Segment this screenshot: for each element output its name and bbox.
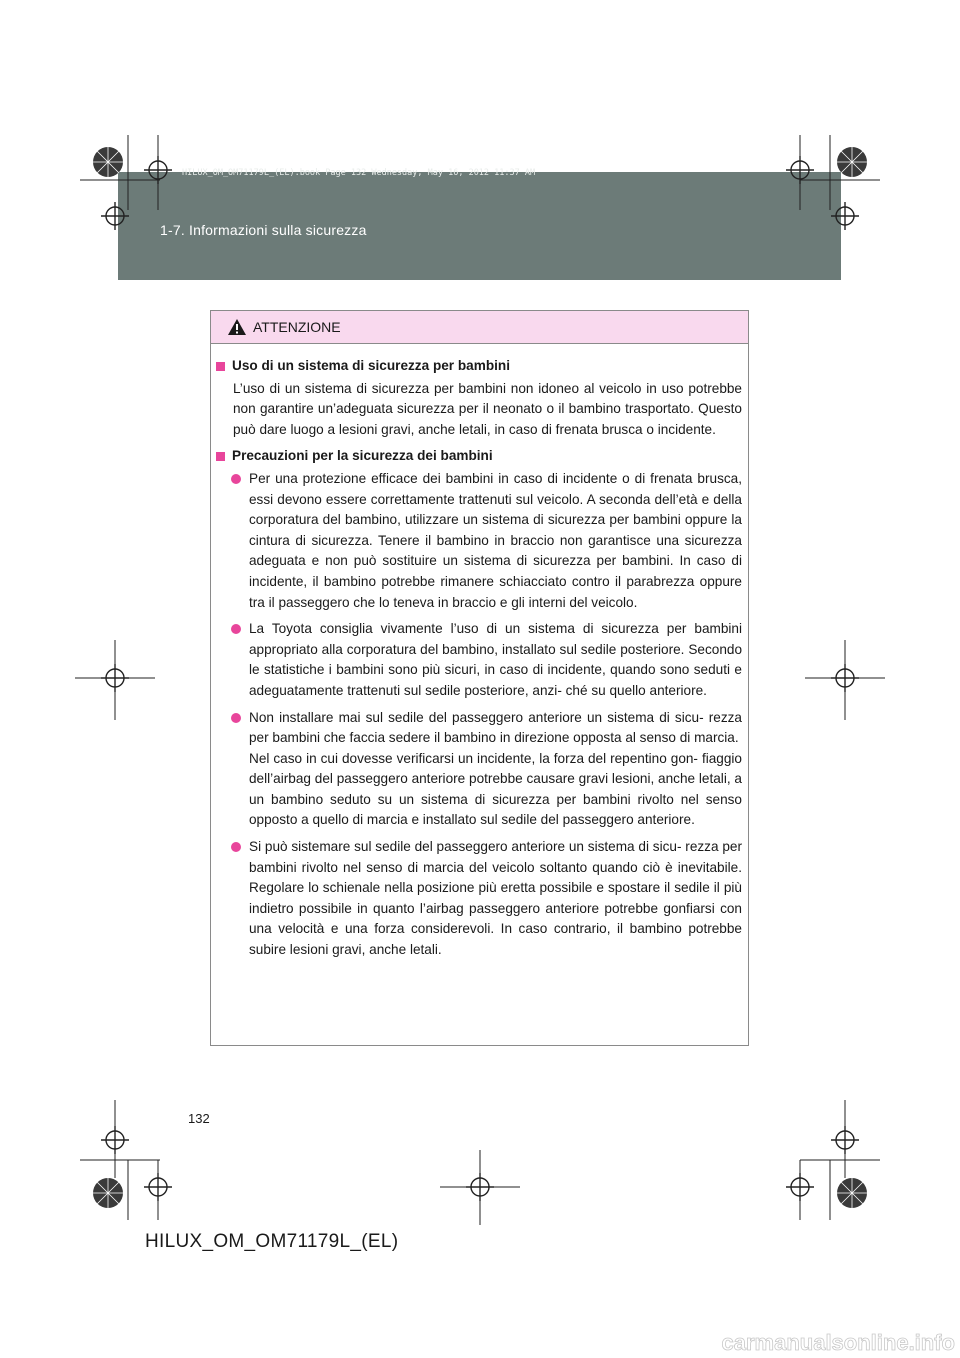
list-item-text: Si può sistemare sul sedile del passeggero anteriore un sistema di sicu- rezza per bambini rivolto nel senso di marcia del veicolo soltanto quando ciò è inevitabile. Regolare lo schienale nella posizione più eretta possibile e spostare il sedile il più indietro possibile in quanto l’airbag passeggero anteriore potrebbe gonfiarsi con una velocità e una forza considerevoli. In caso contrario, il bambino potrebbe subire lesioni gravi, anche letali. (249, 839, 742, 958)
warning-box (210, 310, 749, 1046)
list-item-text: Per una protezione efficace dei bambini in caso di incidente o di frenata brusca, essi devono essere correttamente trattenuti sul veicolo. A seconda dell’età e della corporatura del bambino, utilizzare un sistema di sicurezza per bambini oppure la cintura di sicurezza. Tenere il bambino in braccio non garantisce una sicurezza adeguata e non può sostituire un sistema di sicurezza per bambini. In caso di incidente, il bambino potrebbe rimanere schiacciato contro il parabrezza oppure tra il passeggero che lo teneva in braccio e gli interni del veicolo. (249, 470, 742, 610)
round-bullet-icon (231, 713, 241, 723)
list-item-text-part: Non installare mai sul sedile del passeggero anteriore un sistema di sicu- rezza per bambini che faccia sedere il bambino in direzione opposta al senso di marcia. (249, 709, 742, 746)
round-bullet-icon (231, 624, 241, 634)
footer-watermark (0, 1328, 960, 1358)
print-stamp: HILUX_OM_OM71179L_(EL).book Page 132 Wednesday, May 16, 2012 11:37 AM (182, 168, 536, 178)
list-item (229, 708, 742, 832)
subheading-child-restraint-use (215, 356, 742, 377)
document-code: HILUX_OM_OM71179L_(EL) (145, 1231, 399, 1252)
watermark-text: carmanualsonline.info (721, 1330, 955, 1355)
list-item-continuation: Nel caso in cui dovesse verificarsi un incidente, la forza del repentino gon- fiaggio dell’airbag del passeggero anteriore potrebbe causare gravi lesioni, anche letali, a un bambino seduto su un sistema di sicurezza per bambini rivolto nel senso opposto a quello di marcia e installato sul sedile del passeggero anteriore. (249, 750, 742, 828)
subheading-child-safety-precautions (215, 446, 742, 467)
warning-header (211, 311, 748, 344)
list-item-text: La Toyota consiglia vivamente l’uso di un sistema di sicurezza per bambini appropriato alla corporatura del bambino, installato sul sedile posteriore. Secondo le statistiche i bambini sono più sicuri, in caso di incidente, quando sono seduti e adeguatamente trattenuti sul sedile posteriore, anzi- ché su quello anteriore. (249, 621, 742, 698)
square-bullet-icon (216, 362, 225, 371)
list-item (229, 837, 742, 961)
warning-title: ATTENZIONE (253, 319, 341, 335)
list-item (229, 619, 742, 701)
section-title: 1-7. Informazioni sulla sicurezza (160, 222, 367, 238)
list-item (229, 469, 742, 613)
round-bullet-icon (231, 474, 241, 484)
warning-triangle-icon (227, 318, 247, 336)
paragraph: L’uso di un sistema di sicurezza per bambini non idoneo al veicolo in uso potrebbe non garantire un’adeguata sicurezza per il neonato o il bambino trasportato. Questo può dare luogo a lesioni gravi, anche letali, in caso di frenata brusca o incidente. (233, 380, 742, 437)
subheading-text: Precauzioni per la sicurezza dei bambini (232, 448, 493, 464)
subheading-text: Uso di un sistema di sicurezza per bambini (232, 358, 510, 373)
page-number: 132 (188, 1111, 210, 1126)
warning-body (211, 344, 748, 961)
section-header-band (118, 172, 841, 280)
square-bullet-icon (216, 452, 225, 461)
round-bullet-icon (231, 842, 241, 852)
list-item-text (249, 708, 742, 832)
